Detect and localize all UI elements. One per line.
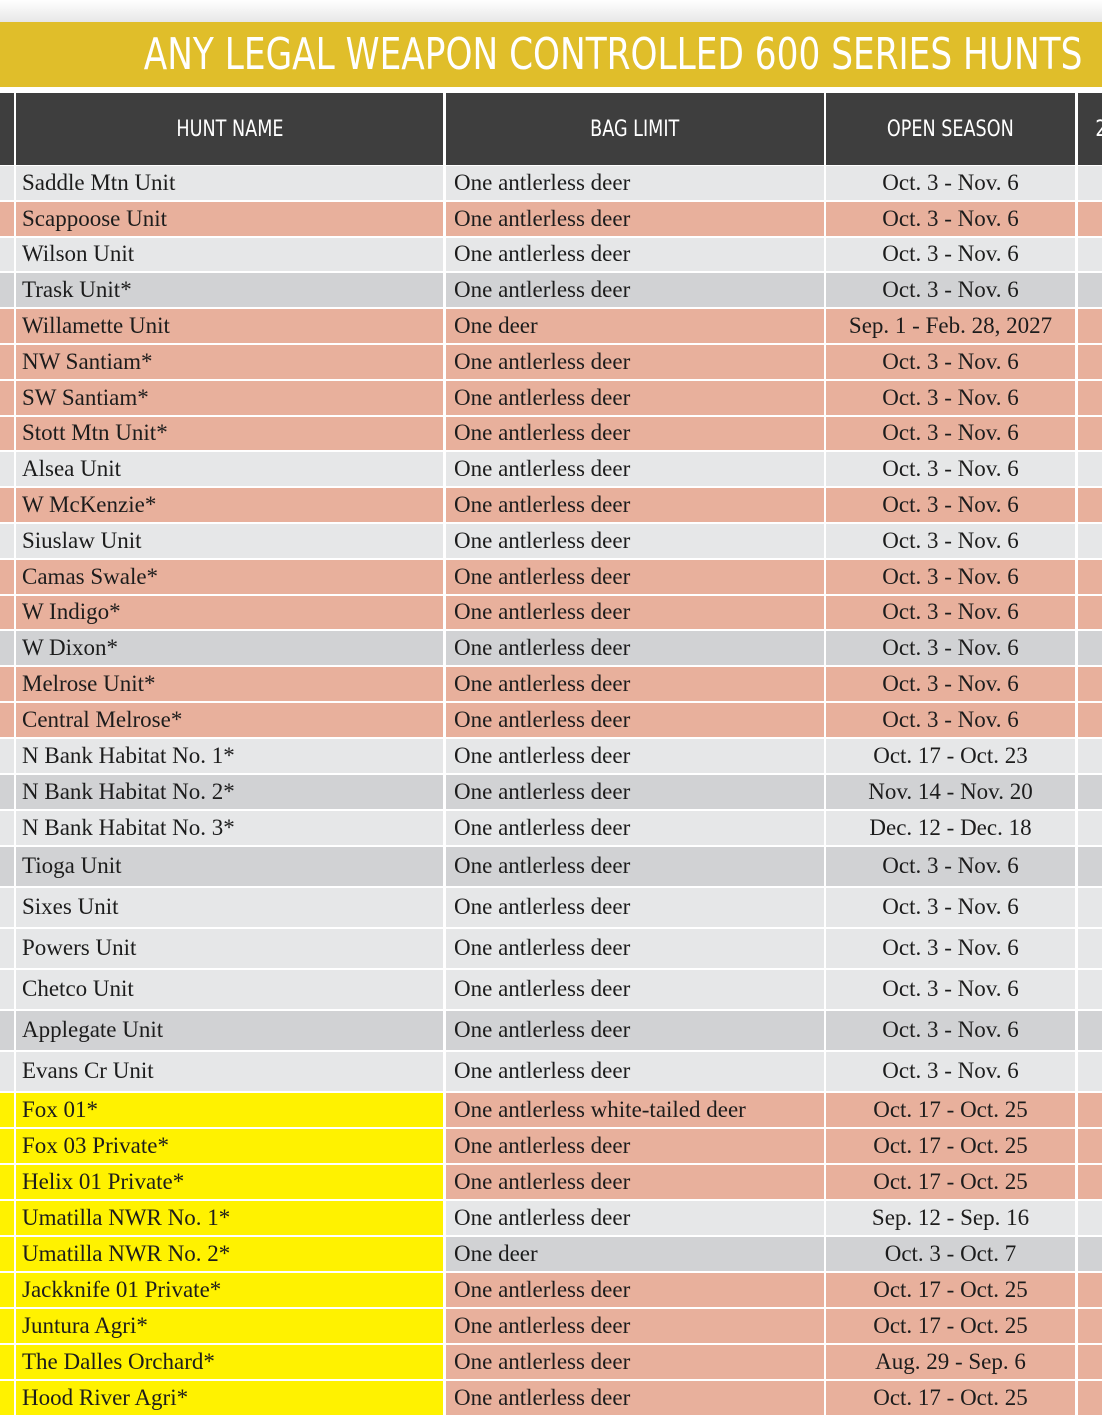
open-season-cell: Oct. 3 - Nov. 6 [826, 524, 1075, 558]
open-season-cell: Oct. 3 - Nov. 6 [826, 381, 1075, 415]
next-column-cell [1078, 309, 1102, 343]
hunt-name-cell: Applegate Unit [16, 1011, 443, 1050]
header-edge-cell [0, 93, 14, 165]
open-season-cell: Oct. 3 - Nov. 6 [826, 888, 1075, 927]
open-season-cell: Sep. 1 - Feb. 28, 2027 [826, 309, 1075, 343]
open-season-cell: Oct. 3 - Nov. 6 [826, 202, 1075, 236]
bag-limit-cell: One antlerless deer [446, 273, 824, 307]
bag-limit-cell: One antlerless deer [446, 1201, 824, 1235]
bag-limit-cell: One antlerless deer [446, 524, 824, 558]
row-edge-cell [0, 1201, 14, 1235]
next-column-cell [1078, 345, 1102, 379]
next-column-cell [1078, 667, 1102, 701]
hunt-name-cell: Wilson Unit [16, 238, 443, 272]
next-column-cell [1078, 1129, 1102, 1163]
table-row [0, 1380, 1102, 1416]
table-row [0, 201, 1102, 237]
row-edge-cell [0, 811, 14, 845]
bag-limit-cell: One antlerless deer [446, 1165, 824, 1199]
row-edge-cell [0, 667, 14, 701]
hunt-name-cell: N Bank Habitat No. 2* [16, 775, 443, 809]
hunt-name-cell: Sixes Unit [16, 888, 443, 927]
bag-limit-cell: One antlerless deer [446, 1381, 824, 1415]
hunt-name-cell: Umatilla NWR No. 1* [16, 1201, 443, 1235]
row-edge-cell [0, 238, 14, 272]
row-edge-cell [0, 488, 14, 522]
next-column-cell [1078, 970, 1102, 1009]
next-column-cell [1078, 929, 1102, 968]
table-header [0, 87, 1107, 165]
row-edge-cell [0, 1165, 14, 1199]
bag-limit-cell: One antlerless deer [446, 667, 824, 701]
table-row [0, 595, 1102, 631]
hunt-name-cell: W McKenzie* [16, 488, 443, 522]
open-season-cell: Oct. 3 - Nov. 6 [826, 596, 1075, 630]
next-column-cell [1078, 560, 1102, 594]
header-next-column-label: 2 [1095, 116, 1107, 142]
row-edge-cell [0, 1381, 14, 1415]
row-edge-cell [0, 202, 14, 236]
row-edge-cell [0, 631, 14, 665]
hunt-name-cell: Saddle Mtn Unit [16, 166, 443, 200]
hunt-name-cell: Tioga Unit [16, 847, 443, 886]
bag-limit-cell: One antlerless deer [446, 970, 824, 1009]
table-row [0, 272, 1102, 308]
hunt-name-cell: W Indigo* [16, 596, 443, 630]
bag-limit-cell: One antlerless deer [446, 560, 824, 594]
title-banner [0, 22, 1102, 87]
hunt-name-cell: Jackknife 01 Private* [16, 1273, 443, 1307]
next-column-cell [1078, 888, 1102, 927]
table-row [0, 630, 1102, 666]
hunt-name-cell: Melrose Unit* [16, 667, 443, 701]
page-top-edge [0, 0, 1102, 22]
open-season-cell: Oct. 3 - Nov. 6 [826, 488, 1075, 522]
hunt-name-cell: Fox 01* [16, 1093, 443, 1127]
next-column-cell [1078, 1165, 1102, 1199]
header-hunt-name [16, 93, 443, 165]
table-row [0, 237, 1102, 273]
next-column-cell [1078, 739, 1102, 773]
hunts-table [0, 87, 1107, 1410]
next-column-cell [1078, 1345, 1102, 1379]
row-edge-cell [0, 345, 14, 379]
table-row [0, 702, 1102, 738]
open-season-cell: Oct. 3 - Nov. 6 [826, 417, 1075, 451]
bag-limit-cell: One antlerless white-tailed deer [446, 1093, 824, 1127]
table-row [0, 969, 1102, 1010]
row-edge-cell [0, 309, 14, 343]
open-season-cell: Oct. 3 - Nov. 6 [826, 1011, 1075, 1050]
table-row [0, 487, 1102, 523]
header-bag-limit-label: BAG LIMIT [590, 116, 680, 142]
open-season-cell: Oct. 3 - Nov. 6 [826, 929, 1075, 968]
table-row [0, 1010, 1102, 1051]
header-bag-limit [446, 93, 824, 165]
hunt-name-cell: Umatilla NWR No. 2* [16, 1237, 443, 1271]
next-column-cell [1078, 381, 1102, 415]
bag-limit-cell: One antlerless deer [446, 739, 824, 773]
next-column-cell [1078, 703, 1102, 737]
row-edge-cell [0, 888, 14, 927]
header-hunt-name-label: HUNT NAME [175, 116, 284, 142]
hunt-name-cell: The Dalles Orchard* [16, 1345, 443, 1379]
hunt-name-cell: Powers Unit [16, 929, 443, 968]
open-season-cell: Oct. 3 - Nov. 6 [826, 560, 1075, 594]
row-edge-cell [0, 417, 14, 451]
bag-limit-cell: One antlerless deer [446, 238, 824, 272]
next-column-cell [1078, 1201, 1102, 1235]
hunt-name-cell: Fox 03 Private* [16, 1129, 443, 1163]
table-row [0, 1092, 1102, 1128]
bag-limit-cell: One antlerless deer [446, 631, 824, 665]
row-edge-cell [0, 1237, 14, 1271]
open-season-cell: Oct. 17 - Oct. 25 [826, 1129, 1075, 1163]
hunt-name-cell: Camas Swale* [16, 560, 443, 594]
row-edge-cell [0, 1309, 14, 1343]
bag-limit-cell: One antlerless deer [446, 929, 824, 968]
open-season-cell: Oct. 3 - Nov. 6 [826, 238, 1075, 272]
row-edge-cell [0, 739, 14, 773]
bag-limit-cell: One antlerless deer [446, 345, 824, 379]
table-row [0, 1164, 1102, 1200]
bag-limit-cell: One antlerless deer [446, 1011, 824, 1050]
page-title: ANY LEGAL WEAPON CONTROLLED 600 SERIES HUNTS [143, 29, 1082, 80]
next-column-cell [1078, 524, 1102, 558]
bag-limit-cell: One antlerless deer [446, 452, 824, 486]
bag-limit-cell: One antlerless deer [446, 811, 824, 845]
open-season-cell: Nov. 14 - Nov. 20 [826, 775, 1075, 809]
open-season-cell: Oct. 17 - Oct. 25 [826, 1165, 1075, 1199]
next-column-cell [1078, 1011, 1102, 1050]
open-season-cell: Oct. 17 - Oct. 25 [826, 1381, 1075, 1415]
hunt-name-cell: Chetco Unit [16, 970, 443, 1009]
row-edge-cell [0, 596, 14, 630]
next-column-cell [1078, 1381, 1102, 1415]
hunt-name-cell: Central Melrose* [16, 703, 443, 737]
open-season-cell: Oct. 3 - Oct. 7 [826, 1237, 1075, 1271]
row-edge-cell [0, 1129, 14, 1163]
bag-limit-cell: One antlerless deer [446, 775, 824, 809]
table-row [0, 559, 1102, 595]
table-row [0, 1128, 1102, 1164]
next-column-cell [1078, 1237, 1102, 1271]
row-edge-cell [0, 1052, 14, 1091]
hunt-name-cell: Willamette Unit [16, 309, 443, 343]
next-column-cell [1078, 273, 1102, 307]
open-season-cell: Oct. 3 - Nov. 6 [826, 667, 1075, 701]
bag-limit-cell: One antlerless deer [446, 202, 824, 236]
bag-limit-cell: One deer [446, 309, 824, 343]
table-row [0, 774, 1102, 810]
hunt-name-cell: NW Santiam* [16, 345, 443, 379]
row-edge-cell [0, 929, 14, 968]
row-edge-cell [0, 1273, 14, 1307]
open-season-cell: Oct. 3 - Nov. 6 [826, 452, 1075, 486]
hunt-name-cell: Evans Cr Unit [16, 1052, 443, 1091]
hunt-name-cell: Scappoose Unit [16, 202, 443, 236]
open-season-cell: Oct. 3 - Nov. 6 [826, 970, 1075, 1009]
row-edge-cell [0, 452, 14, 486]
hunt-name-cell: W Dixon* [16, 631, 443, 665]
row-edge-cell [0, 970, 14, 1009]
row-edge-cell [0, 1011, 14, 1050]
table-row [0, 380, 1102, 416]
next-column-cell [1078, 1309, 1102, 1343]
bag-limit-cell: One antlerless deer [446, 1129, 824, 1163]
row-edge-cell [0, 703, 14, 737]
row-edge-cell [0, 1093, 14, 1127]
next-column-cell [1078, 1273, 1102, 1307]
bag-limit-cell: One antlerless deer [446, 417, 824, 451]
table-row [0, 1051, 1102, 1092]
next-column-cell [1078, 847, 1102, 886]
bag-limit-cell: One antlerless deer [446, 703, 824, 737]
row-edge-cell [0, 847, 14, 886]
header-open-season-label: OPEN SEASON [887, 116, 1014, 142]
next-column-cell [1078, 417, 1102, 451]
bag-limit-cell: One antlerless deer [446, 1345, 824, 1379]
bag-limit-cell: One antlerless deer [446, 1309, 824, 1343]
open-season-cell: Oct. 3 - Nov. 6 [826, 345, 1075, 379]
table-row [0, 451, 1102, 487]
open-season-cell: Sep. 12 - Sep. 16 [826, 1201, 1075, 1235]
open-season-cell: Dec. 12 - Dec. 18 [826, 811, 1075, 845]
open-season-cell: Oct. 3 - Nov. 6 [826, 1052, 1075, 1091]
next-column-cell [1078, 1052, 1102, 1091]
open-season-cell: Aug. 29 - Sep. 6 [826, 1345, 1075, 1379]
hunt-name-cell: Alsea Unit [16, 452, 443, 486]
open-season-cell: Oct. 17 - Oct. 23 [826, 739, 1075, 773]
open-season-cell: Oct. 3 - Nov. 6 [826, 273, 1075, 307]
next-column-cell [1078, 238, 1102, 272]
open-season-cell: Oct. 3 - Nov. 6 [826, 631, 1075, 665]
table-row [0, 887, 1102, 928]
next-column-cell [1078, 775, 1102, 809]
table-row [0, 416, 1102, 452]
hunt-name-cell: Hood River Agri* [16, 1381, 443, 1415]
table-row [0, 1272, 1102, 1308]
row-edge-cell [0, 381, 14, 415]
hunt-name-cell: Trask Unit* [16, 273, 443, 307]
next-column-cell [1078, 811, 1102, 845]
bag-limit-cell: One antlerless deer [446, 488, 824, 522]
next-column-cell [1078, 452, 1102, 486]
table-row [0, 1344, 1102, 1380]
table-row [0, 928, 1102, 969]
bag-limit-cell: One deer [446, 1237, 824, 1271]
hunt-name-cell: Helix 01 Private* [16, 1165, 443, 1199]
open-season-cell: Oct. 17 - Oct. 25 [826, 1273, 1075, 1307]
header-next-column [1078, 93, 1107, 165]
next-column-cell [1078, 166, 1102, 200]
next-column-cell [1078, 631, 1102, 665]
next-column-cell [1078, 1093, 1102, 1127]
table-row [0, 165, 1102, 201]
hunt-name-cell: Siuslaw Unit [16, 524, 443, 558]
table-row [0, 666, 1102, 702]
bag-limit-cell: One antlerless deer [446, 1273, 824, 1307]
bag-limit-cell: One antlerless deer [446, 1052, 824, 1091]
hunt-name-cell: N Bank Habitat No. 1* [16, 739, 443, 773]
hunt-name-cell: Juntura Agri* [16, 1309, 443, 1343]
hunt-name-cell: SW Santiam* [16, 381, 443, 415]
next-column-cell [1078, 488, 1102, 522]
bag-limit-cell: One antlerless deer [446, 381, 824, 415]
row-edge-cell [0, 524, 14, 558]
bag-limit-cell: One antlerless deer [446, 888, 824, 927]
row-edge-cell [0, 166, 14, 200]
table-row [0, 1236, 1102, 1272]
header-open-season [826, 93, 1075, 165]
open-season-cell: Oct. 3 - Nov. 6 [826, 166, 1075, 200]
bag-limit-cell: One antlerless deer [446, 596, 824, 630]
hunt-name-cell: N Bank Habitat No. 3* [16, 811, 443, 845]
open-season-cell: Oct. 17 - Oct. 25 [826, 1309, 1075, 1343]
row-edge-cell [0, 560, 14, 594]
open-season-cell: Oct. 3 - Nov. 6 [826, 703, 1075, 737]
row-edge-cell [0, 273, 14, 307]
table-row [0, 523, 1102, 559]
table-row [0, 308, 1102, 344]
table-row [0, 846, 1102, 887]
table-row [0, 344, 1102, 380]
open-season-cell: Oct. 3 - Nov. 6 [826, 847, 1075, 886]
table-row [0, 810, 1102, 846]
hunt-name-cell: Stott Mtn Unit* [16, 417, 443, 451]
open-season-cell: Oct. 17 - Oct. 25 [826, 1093, 1075, 1127]
next-column-cell [1078, 596, 1102, 630]
row-edge-cell [0, 1345, 14, 1379]
table-row [0, 1308, 1102, 1344]
table-row [0, 738, 1102, 774]
next-column-cell [1078, 202, 1102, 236]
table-row [0, 1200, 1102, 1236]
bag-limit-cell: One antlerless deer [446, 847, 824, 886]
bag-limit-cell: One antlerless deer [446, 166, 824, 200]
row-edge-cell [0, 775, 14, 809]
